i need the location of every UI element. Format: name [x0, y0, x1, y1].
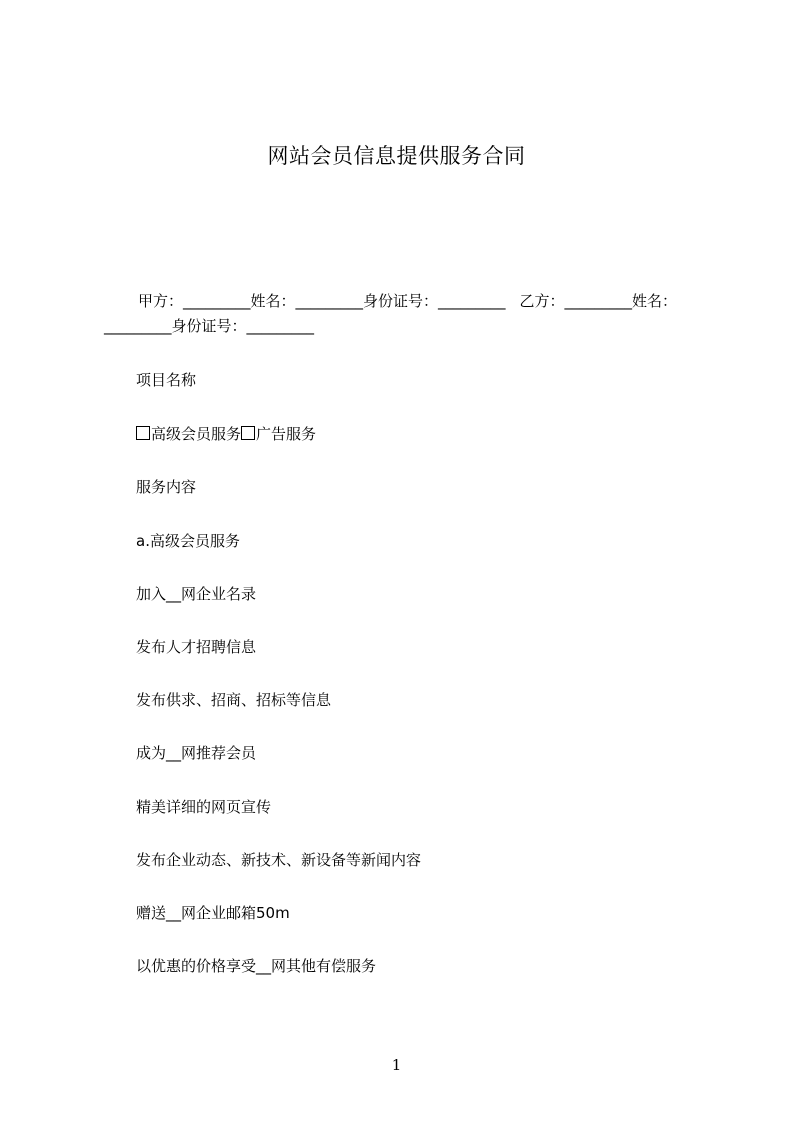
list-item: 加入__网企业名录 — [136, 585, 257, 603]
content-heading: 服务内容 — [136, 478, 197, 496]
checkbox-icon — [241, 426, 255, 440]
party-b-line: 乙方：_________姓名：_________身份证号：_________ — [104, 292, 678, 335]
list-item: 成为__网推荐会员 — [136, 744, 257, 762]
option-advertising: 广告服务 — [256, 425, 317, 443]
section-a-heading: a.高级会员服务 — [136, 532, 240, 550]
option-advanced-member: 高级会员服务 — [151, 425, 242, 443]
parties-block — [104, 289, 704, 339]
document-title: 网站会员信息提供服务合同 — [267, 144, 526, 168]
project-heading: 项目名称 — [136, 371, 197, 389]
list-item: 发布企业动态、新技术、新设备等新闻内容 — [136, 851, 422, 869]
party-a-line: 甲方：_________姓名：_________身份证号：_________ — [138, 292, 506, 310]
list-item: 发布供求、招商、招标等信息 — [136, 691, 332, 709]
list-item: 以优惠的价格享受__网其他有偿服务 — [136, 957, 377, 975]
list-item: 精美详细的网页宣传 — [136, 798, 272, 816]
page-number: 1 — [391, 1056, 402, 1074]
project-options — [136, 423, 316, 445]
checkbox-icon — [136, 426, 150, 440]
list-item: 赠送__网企业邮箱50m — [136, 904, 290, 922]
list-item: 发布人才招聘信息 — [136, 638, 257, 656]
